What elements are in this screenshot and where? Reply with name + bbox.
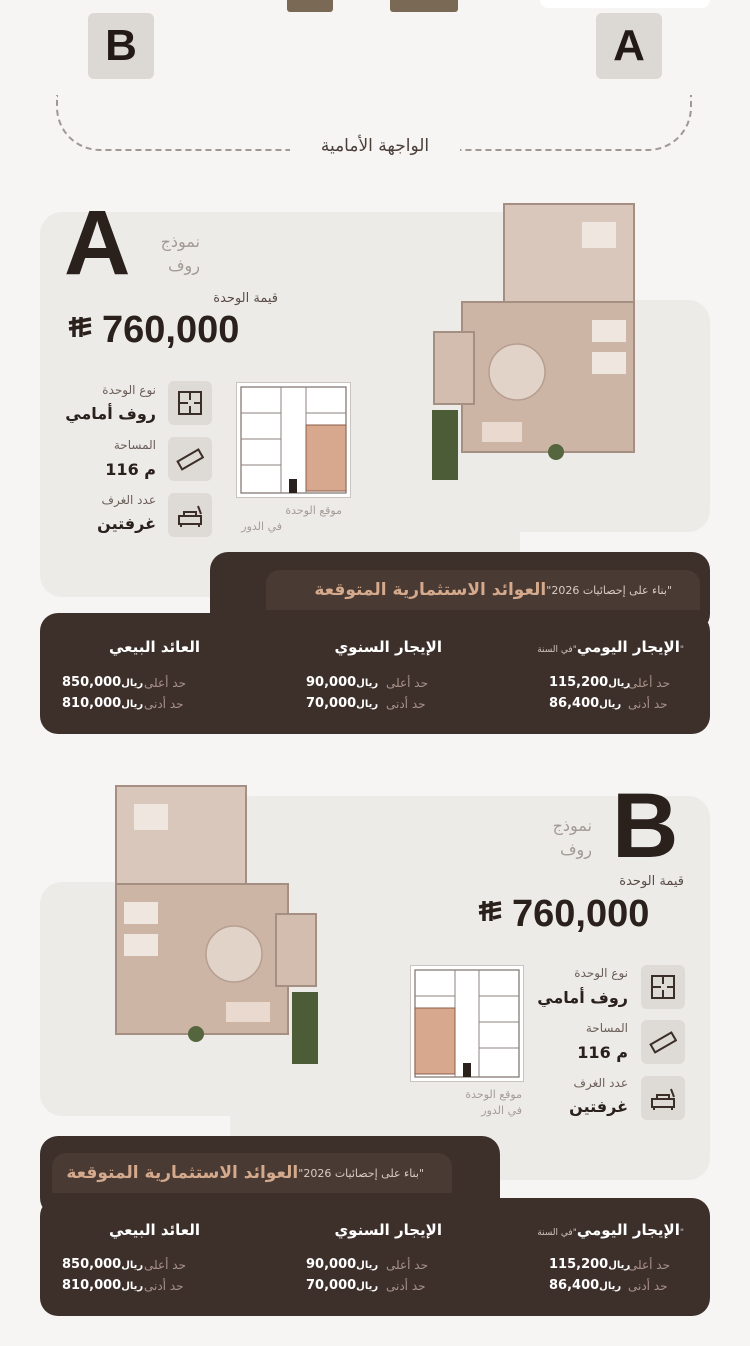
unit-b-type-value: روف أمامي: [537, 988, 628, 1007]
unit-a-price: 760,000: [66, 309, 239, 352]
unit-a-location-plan: [236, 382, 351, 498]
facade-letter-a: A: [596, 13, 662, 79]
unit-a-area-value: 116 م: [105, 460, 156, 479]
riyal-icon: [476, 898, 506, 928]
unit-b-letter: B: [612, 775, 679, 877]
floorplan-icon: [168, 381, 212, 425]
unit-b-area-label: المساحة: [585, 1021, 628, 1035]
annual-max-label: حد أعلى: [386, 1258, 428, 1272]
annual-max-value: ريال90,000: [306, 675, 379, 690]
facade-label: الواجهة الأمامية: [290, 132, 460, 160]
sale-max-value: ريال850,000: [62, 1257, 144, 1272]
annual-rent-title: الإيجار السنوي: [334, 1221, 442, 1239]
daily-min-value: ريال86,400: [549, 696, 622, 711]
annual-min-label: حد أدنى: [386, 1279, 426, 1293]
top-white-card: [540, 0, 710, 8]
annual-rent-title: الإيجار السنوي: [334, 638, 442, 656]
unit-b-location-label: موقع الوحدة في الدور: [465, 1088, 522, 1117]
unit-a-letter: A: [64, 192, 131, 294]
annual-min-value: ريال70,000: [306, 1278, 379, 1293]
annual-max-label: حد أعلى: [386, 676, 428, 690]
top-image-left: [287, 0, 333, 12]
unit-a-location-label: موقع الوحدة في الدور: [241, 504, 342, 533]
daily-max-label: حد أعلى: [628, 1258, 670, 1272]
unit-b-rooms-value: غرفتين: [569, 1097, 628, 1116]
sale-min-label: حد أدنى: [144, 1279, 184, 1293]
facade-letter-b: B: [88, 13, 154, 79]
unit-a-floorplan-image: [432, 202, 636, 482]
sale-min-label: حد أدنى: [144, 697, 184, 711]
unit-a-rooms-value: غرفتين: [97, 514, 156, 533]
unit-b-location-plan: [410, 965, 524, 1082]
sale-min-value: ريال810,000: [62, 696, 144, 711]
sale-return-title: العائد البيعي: [108, 1221, 200, 1239]
unit-a-rooms-label: عدد الغرف: [101, 493, 156, 507]
unit-b-price: 760,000: [476, 893, 649, 936]
sale-min-value: ريال810,000: [62, 1278, 144, 1293]
sale-max-value: ريال850,000: [62, 675, 144, 690]
top-image-right: [390, 0, 458, 12]
daily-max-label: حد أعلى: [628, 676, 670, 690]
unit-b-value-label: قيمة الوحدة: [619, 874, 684, 889]
annual-min-label: حد أدنى: [386, 697, 426, 711]
annual-max-value: ريال90,000: [306, 1257, 379, 1272]
daily-min-label: حد أدنى: [628, 1279, 668, 1293]
annual-min-value: ريال70,000: [306, 696, 379, 711]
daily-min-value: ريال86,400: [549, 1278, 622, 1293]
unit-b-type-label: نوع الوحدة: [574, 966, 628, 980]
ruler-icon: [641, 1020, 685, 1064]
furniture-icon: [168, 493, 212, 537]
unit-a-value-label: قيمة الوحدة: [213, 291, 278, 306]
daily-min-label: حد أدنى: [628, 697, 668, 711]
unit-b-rooms-label: عدد الغرف: [573, 1076, 628, 1090]
unit-b-area-value: 116 م: [577, 1043, 628, 1062]
unit-b-returns-header: العوائد الاستثمارية المتوقعة "بناء على إحصائيات 2026": [52, 1153, 452, 1193]
unit-b-model: نموذج روف: [552, 816, 592, 859]
unit-a-type-value: روف أمامي: [65, 404, 156, 423]
daily-rent-title: الإيجار اليومي"في السنة": [537, 1221, 684, 1239]
daily-max-value: ريال115,200: [549, 1257, 631, 1272]
sale-max-label: حد أعلى: [144, 676, 186, 690]
unit-a-area-label: المساحة: [113, 438, 156, 452]
sale-max-label: حد أعلى: [144, 1258, 186, 1272]
sale-return-title: العائد البيعي: [108, 638, 200, 656]
daily-rent-title: الإيجار اليومي"في السنة": [537, 638, 684, 656]
unit-a-type-label: نوع الوحدة: [102, 383, 156, 397]
unit-b-floorplan-image: [114, 784, 320, 1066]
riyal-icon: [66, 314, 96, 344]
unit-a-returns-header: العوائد الاستثمارية المتوقعة "بناء على إحصائيات 2026": [266, 570, 700, 610]
daily-max-value: ريال115,200: [549, 675, 631, 690]
ruler-icon: [168, 437, 212, 481]
furniture-icon: [641, 1076, 685, 1120]
unit-a-model: نموذج روف: [160, 232, 200, 275]
floorplan-icon: [641, 965, 685, 1009]
